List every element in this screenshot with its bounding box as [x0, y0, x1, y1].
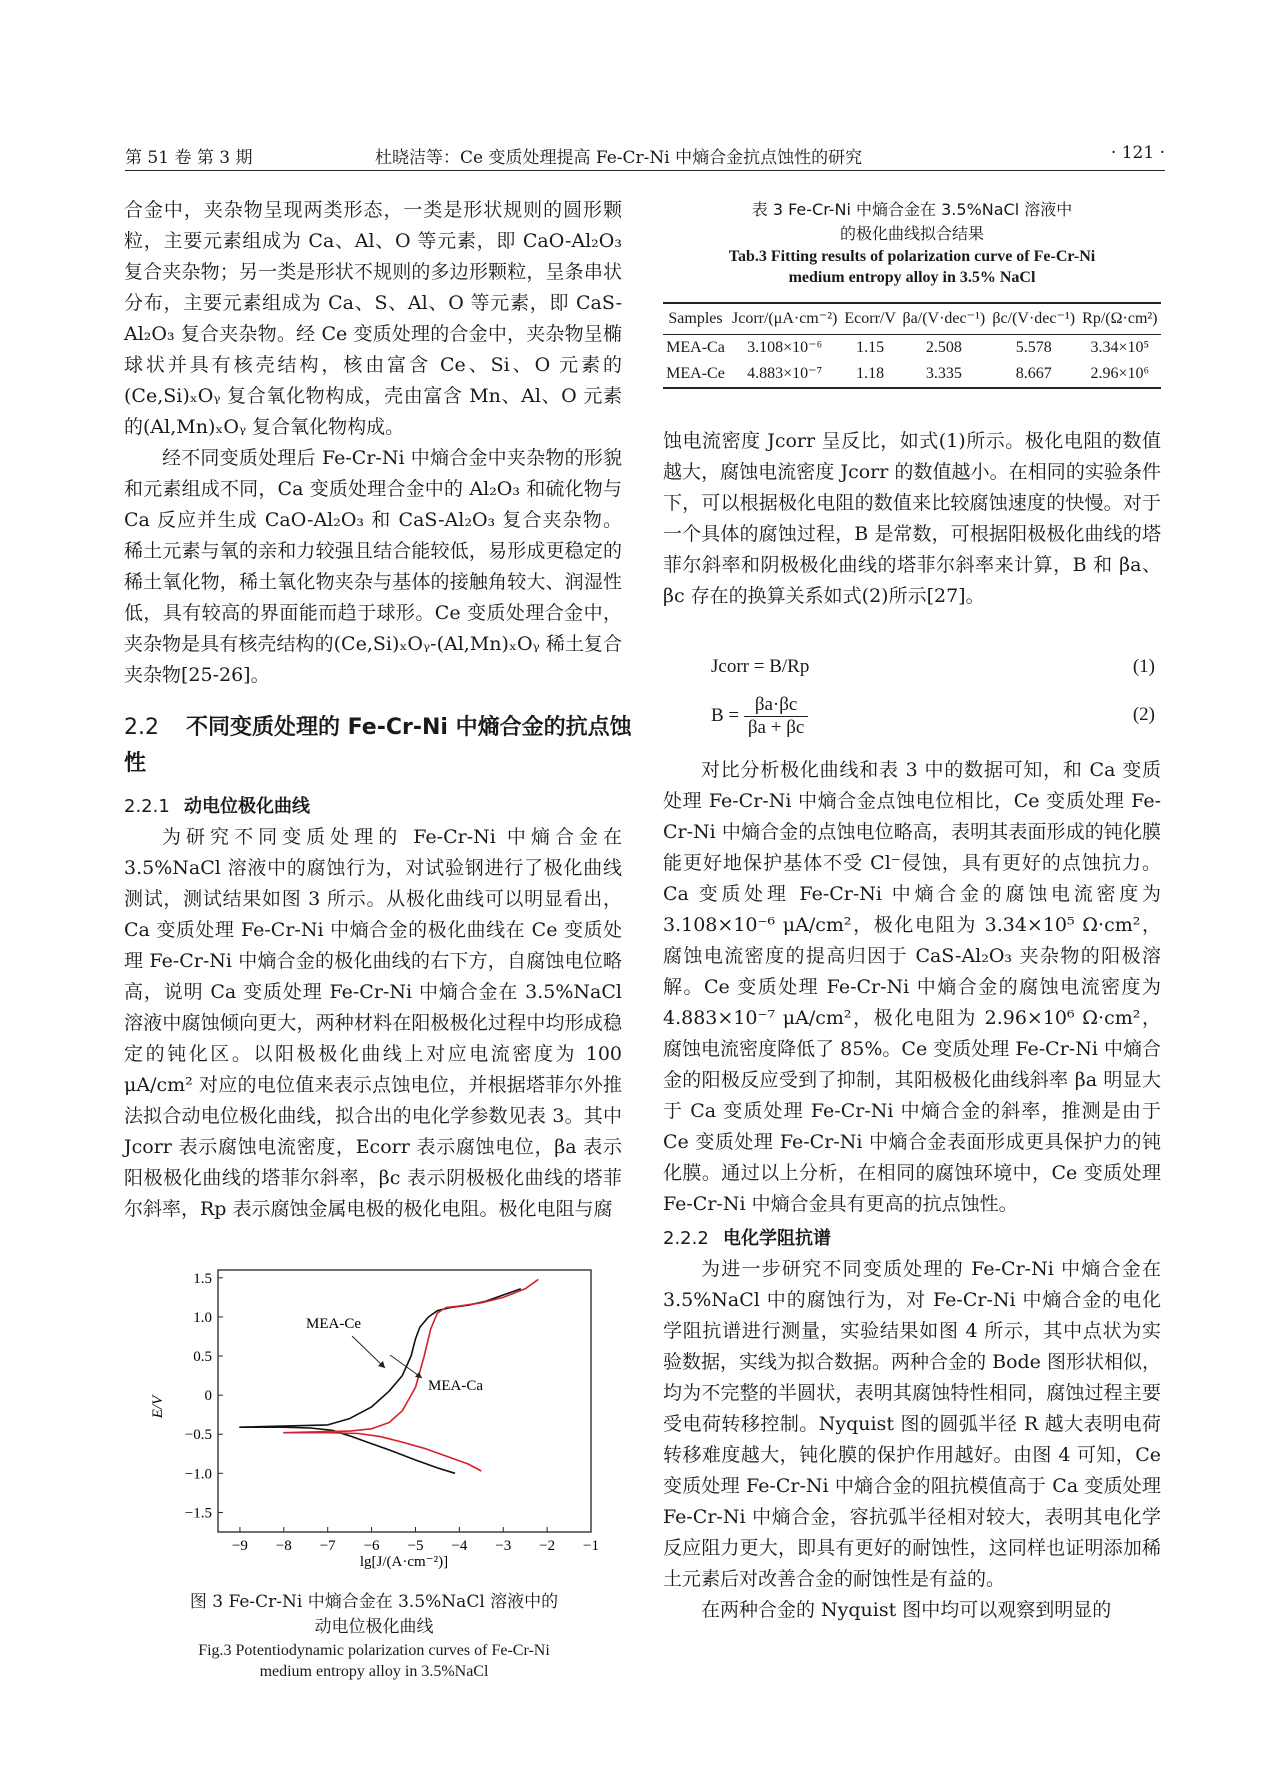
cell: MEA-Ca: [666, 339, 725, 356]
annotation-arrow-ce: [352, 1336, 385, 1368]
x-axis-label: lg[J/(A·cm⁻²)]: [359, 1554, 449, 1570]
x-tick-label: −2: [539, 1538, 556, 1554]
equation-1: [663, 648, 1161, 688]
cell: MEA-Ce: [666, 365, 725, 382]
x-tick-label: −1: [583, 1538, 599, 1554]
equation-1-number: (1): [1132, 656, 1155, 677]
y-tick-label: −0.5: [184, 1427, 212, 1444]
y-tick-label: 0.5: [193, 1349, 212, 1366]
table-3-title: [663, 198, 1161, 288]
y-tick-label: 1.0: [193, 1309, 212, 1326]
paragraph-polarization: 为研究不同变质处理的 Fe-Cr-Ni 中熵合金在 3.5%NaCl 溶液中的腐蚀行为，对试验钢进行了极化曲线测试，测试结果如图 3 所示。从极化曲线可以明显看出，Ca 变质处理 Fe-Cr-Ni 中熵合金的极化曲线在 Ce 变质处理 Fe-Cr-Ni 中熵合金的极化曲线的右下方，自腐蚀电位略高，说明 Ca 变质处理 Fe-Cr-Ni 中熵合金在 3.5%NaCl 溶液中腐蚀倾向更大，两种材料在阳极极化过程中均形成稳定的钝化区。以阳极极化曲线上对应电流密度为 100 μA/cm² 对应的电位值来表示点蚀电位，并根据塔菲尔外推法拟合动电位极化曲线，拟合出的电化学参数见表 3。其中 Jcorr 表示腐蚀电流密度，Ecorr 表示腐蚀电位，βa 表示阳极极化曲线的塔菲尔斜率，βc 表示阴极极化曲线的塔菲尔斜率，Rp 表示腐蚀金属电极的极化电阻。极化电阻与腐: [124, 826, 622, 1220]
subsection-number: 2.2.2: [663, 1228, 709, 1249]
equation-2: [663, 690, 1161, 742]
cell: 8.667: [1015, 365, 1052, 382]
equation-1-body: Jcorr = B/Rp: [711, 656, 810, 677]
x-tick-label: −9: [231, 1538, 248, 1554]
x-tick-label: −4: [451, 1538, 468, 1554]
running-header: [125, 140, 1165, 171]
col-rp: Rp/(Ω·cm²): [1082, 310, 1158, 327]
col-ecorr: Ecorr/V: [844, 310, 896, 327]
cell: 1.15: [856, 339, 885, 356]
section-title: 不同变质处理的 Fe-Cr-Ni 中熵合金的抗点蚀性: [124, 715, 632, 776]
journal-volume: 第 51 卷 第 3 期: [125, 148, 253, 168]
table-title-en-line2: medium entropy alloy in 3.5% NaCl: [788, 269, 1036, 286]
cell: 3.108×10⁻⁶: [747, 339, 823, 356]
arrowhead-ca: [415, 1372, 422, 1378]
paragraph-analysis: 对比分析极化曲线和表 3 中的数据可知，和 Ca 变质处理 Fe-Cr-Ni 中熵合金点蚀电位相比，Ce 变质处理 Fe-Cr-Ni 中熵合金的点蚀电位略高，表明其表面形成的钝化膜能更好地保护基体不受 Cl⁻侵蚀，具有更好的点蚀抗力。Ca 变质处理 Fe-Cr-Ni 中熵合金的腐蚀电流密度为 3.108×10⁻⁶ μA/cm²，极化电阻为 3.34×10⁵ Ω·cm²，腐蚀电流密度的提高归因于 CaS-Al₂O₃ 夹杂物的阳极溶解。Ce 变质处理 Fe-Cr-Ni 中熵合金的腐蚀电流密度为 4.883×10⁻⁷ μA/cm²，极化电阻为 2.96×10⁶ Ω·cm²，腐蚀电流密度降低了 85%。Ce 变质处理 Fe-Cr-Ni 中熵合金的阳极反应受到了抑制，其阳极极化曲线斜率 βa 明显大于 Ca 变质处理 Fe-Cr-Ni 中熵合金的斜率，推测是由于 Ce 变质处理 Fe-Cr-Ni 中熵合金表面形成更具保护力的钝化膜。通过以上分析，在相同的腐蚀环境中，Ce 变质处理 Fe-Cr-Ni 中熵合金具有更高的抗点蚀性。: [663, 759, 1161, 1215]
table-title-zh-line1: 表 3 Fe-Cr-Ni 中熵合金在 3.5%NaCl 溶液中: [751, 200, 1073, 219]
x-tick-label: −7: [319, 1538, 336, 1554]
paragraph-nyquist: 在两种合金的 Nyquist 图中均可以观察到明显的: [701, 1599, 1112, 1621]
subsection-number: 2.2.1: [124, 796, 170, 817]
x-tick-label: −3: [495, 1538, 512, 1554]
left-column-top: [124, 195, 622, 691]
x-tick-label: −5: [407, 1538, 424, 1554]
table-header-row: [663, 303, 1161, 335]
caption-zh-line1: 图 3 Fe-Cr-Ni 中熵合金在 3.5%NaCl 溶液中的: [189, 1592, 559, 1612]
table-row: [663, 361, 1161, 388]
paragraph-rp-relation: 蚀电流密度 Jcorr 呈反比，如式(1)所示。极化电阻的数值越大，腐蚀电流密度 Jcorr 的数值越小。在相同的实验条件下，可以根据极化电阻的数值来比较腐蚀速度的快慢。对于一个具体的腐蚀过程，B 是常数，可根据阳极极化曲线的塔菲尔斜率和阴极极化曲线的塔菲尔斜率来计算，B 和 βa、βc 存在的换算关系如式(2)所示[27]。: [663, 430, 1161, 607]
equation-2-lhs: B =: [711, 704, 740, 726]
paragraph-inclusions: 合金中，夹杂物呈现两类形态，一类是形状规则的圆形颗粒，主要元素组成为 Ca、Al、O 等元素，即 CaO-Al₂O₃ 复合夹杂物；另一类是形状不规则的多边形颗粒，呈条串状分布，主要元素组成为 Ca、S、Al、O 等元素，即 CaS-Al₂O₃ 复合夹杂物。经 Ce 变质处理的合金中，夹杂物呈椭球状并具有核壳结构，核由富含 Ce、Si、O 元素的(Ce,Si)ₓOᵧ 复合氧化物构成，壳由富含 Mn、Al、O 元素的(Al,Mn)ₓOᵧ 复合氧化物构成。: [124, 199, 622, 438]
cell: 5.578: [1015, 339, 1052, 356]
x-tick-label: −6: [363, 1538, 380, 1554]
caption-en-line2: medium entropy alloy in 3.5%NaCl: [259, 1663, 489, 1680]
series-line-mea-ca: [284, 1279, 539, 1471]
running-title: 杜晓洁等：Ce 变质处理提高 Fe-Cr-Ni 中熵合金抗点蚀性的研究: [375, 148, 863, 168]
caption-en-line1: Fig.3 Potentiodynamic polarization curves of Fe-Cr-Ni: [198, 1642, 550, 1659]
caption-zh-line2: 动电位极化曲线: [314, 1617, 434, 1637]
plot-frame: [218, 1270, 591, 1532]
cell: 1.18: [856, 365, 885, 382]
right-column-top: [663, 426, 1161, 612]
paragraph-eis: 为进一步研究不同变质处理的 Fe-Cr-Ni 中熵合金在 3.5%NaCl 中的腐蚀行为，对 Fe-Cr-Ni 中熵合金的电化学阻抗谱进行测量，实验结果如图 4 所示，其中点状为实验数据，实线为拟合数据。两种合金的 Bode 图形状相似，均为不完整的半圆状，表明其腐蚀特性相同，腐蚀过程主要受电荷转移控制。Nyquist 图的圆弧半径 R 越大表明电荷转移难度越大，钝化膜的保护作用越好。由图 4 可知，Ce 变质处理 Fe-Cr-Ni 中熵合金的阻抗模值高于 Ca 变质处理 Fe-Cr-Ni 中熵合金，容抗弧半径相对较大，表明其电化学反应阻力更大，即具有更好的耐蚀性，这同样也证明添加稀土元素后对改善合金的耐蚀性是有益的。: [663, 1258, 1161, 1590]
figure-3-caption: [124, 1590, 624, 1682]
y-tick-label: 0: [204, 1388, 212, 1405]
page-number: · 121 ·: [1110, 143, 1165, 163]
fitting-results-table: [663, 302, 1161, 389]
denominator: βa + βc: [747, 717, 805, 738]
numerator: βa·βc: [744, 694, 808, 717]
subsection-heading-2-2-1: [124, 792, 622, 822]
polarization-chart: [140, 1262, 610, 1582]
cell: 3.34×10⁵: [1090, 339, 1150, 356]
paragraph-modification: 经不同变质处理后 Fe-Cr-Ni 中熵合金中夹杂物的形貌和元素组成不同，Ca 变质处理合金中的 Al₂O₃ 和硫化物与 Ca 反应并生成 CaO-Al₂O₃ 和 CaS-Al₂O₃ 复合夹杂物。稀土元素与氧的亲和力较强且结合能较低，易形成更稳定的稀土氧化物，稀土氧化物夹杂与基体的接触角较大、润湿性低，具有较高的界面能而趋于球形。Ce 变质处理合金中，夹杂物是具有核壳结构的(Ce,Si)ₓOᵧ-(Al,Mn)ₓOᵧ 稀土复合夹杂物[25-26]。: [124, 447, 622, 686]
col-samples: Samples: [668, 310, 723, 327]
col-beta-a: βa/(V·dec⁻¹): [902, 310, 986, 327]
equation-2-body: [711, 694, 808, 739]
y-tick-label: 1.5: [193, 1270, 212, 1287]
section-number: 2.2: [124, 715, 159, 740]
y-tick-label: −1.0: [184, 1466, 212, 1483]
subsection-heading-2-2-2: [663, 1224, 1161, 1254]
subsection-title: 动电位极化曲线: [184, 796, 310, 817]
subsection-title: 电化学阻抗谱: [723, 1228, 831, 1249]
table-title-zh-line2: 的极化曲线拟合结果: [839, 224, 984, 243]
left-column-bottom: [124, 792, 622, 1225]
table-row: [663, 335, 1161, 362]
cell: 4.883×10⁻⁷: [747, 365, 823, 382]
col-jcorr: Jcorr/(μA·cm⁻²): [731, 310, 838, 327]
cell: 3.335: [925, 365, 962, 382]
annotation-mea-ce: MEA-Ce: [306, 1316, 361, 1332]
cell: 2.508: [925, 339, 962, 356]
y-axis-label: E/V: [150, 1395, 166, 1419]
right-column-bottom: [663, 755, 1161, 1626]
section-heading-2-2: [124, 710, 644, 782]
equation-2-number: (2): [1132, 704, 1155, 725]
y-tick-label: −1.5: [184, 1505, 212, 1522]
x-tick-label: −8: [275, 1538, 292, 1554]
annotation-mea-ca: MEA-Ca: [428, 1378, 483, 1394]
cell: 2.96×10⁶: [1090, 365, 1150, 382]
table-title-en-line1: Tab.3 Fitting results of polarization curve of Fe-Cr-Ni: [728, 248, 1096, 265]
col-beta-c: βc/(V·dec⁻¹): [992, 310, 1076, 327]
fraction: [744, 694, 808, 739]
